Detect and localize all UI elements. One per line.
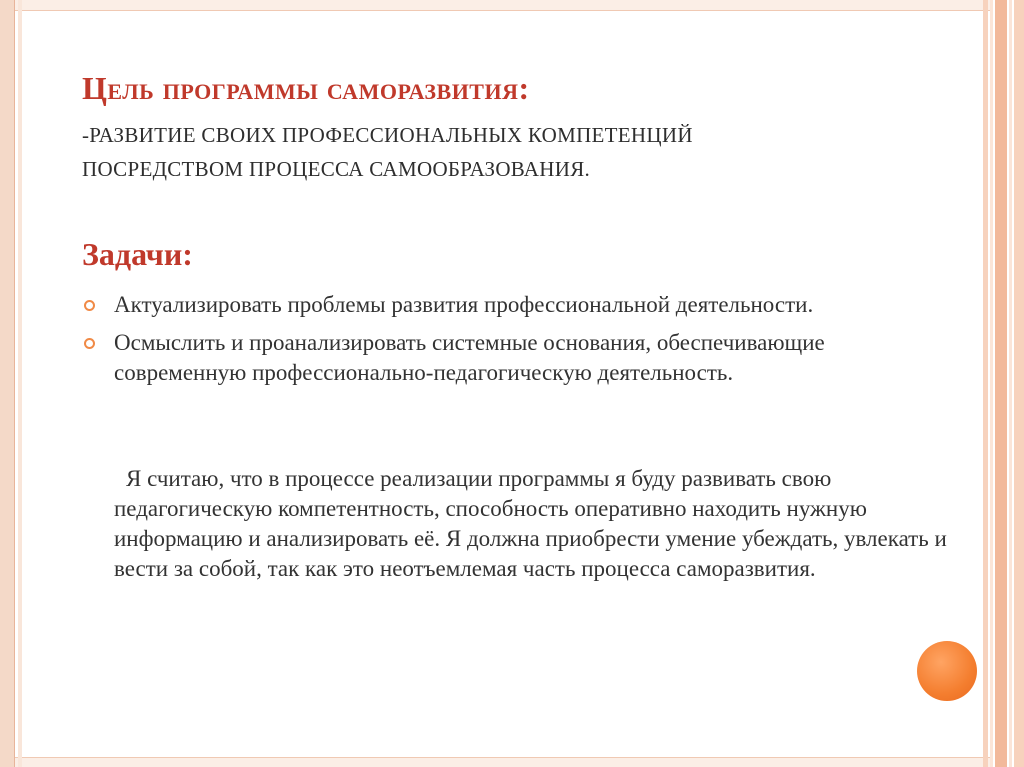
right-stripe (1014, 0, 1024, 767)
orange-circle-ornament (917, 641, 977, 701)
frame-top (0, 0, 990, 11)
circle-bullet-icon (84, 338, 95, 349)
circle-bullet-icon (84, 300, 95, 311)
frame-left (0, 0, 15, 767)
right-stripe (995, 0, 1007, 767)
slide-title: Цель программы саморазвития: (82, 70, 530, 106)
goal-text (82, 118, 882, 186)
frame-left-inner (18, 0, 22, 767)
list-item (82, 290, 952, 320)
body-paragraph: Я считаю, что в процессе реализации программы я буду развивать свою педагогическую компетентность, способность оперативно находить нужную информацию и анализировать её. Я должна приобрести умение убеждать, увлекать и вести за собой, так как это неотъемлемая часть процесса саморазвития. (114, 466, 947, 581)
tasks-heading: Задачи: (82, 236, 193, 272)
list-item (82, 328, 952, 388)
goal-line-2: ПОСРЕДСТВОМ ПРОЦЕССА САМООБРАЗОВАНИЯ. (82, 157, 591, 181)
task-text: Актуализировать проблемы развития профессиональной деятельности. (114, 292, 814, 317)
right-stripe (1009, 0, 1012, 767)
tasks-list (82, 290, 952, 396)
frame-bottom (0, 757, 990, 767)
right-stripe (990, 0, 993, 767)
right-stripe (983, 0, 988, 767)
task-text: Осмыслить и проанализировать системные основания, обеспечивающие современную профессионально-педагогическую деятельность. (114, 330, 825, 385)
goal-line-1: -РАЗВИТИЕ СВОИХ ПРОФЕССИОНАЛЬНЫХ КОМПЕТЕНЦИЙ (82, 123, 693, 147)
